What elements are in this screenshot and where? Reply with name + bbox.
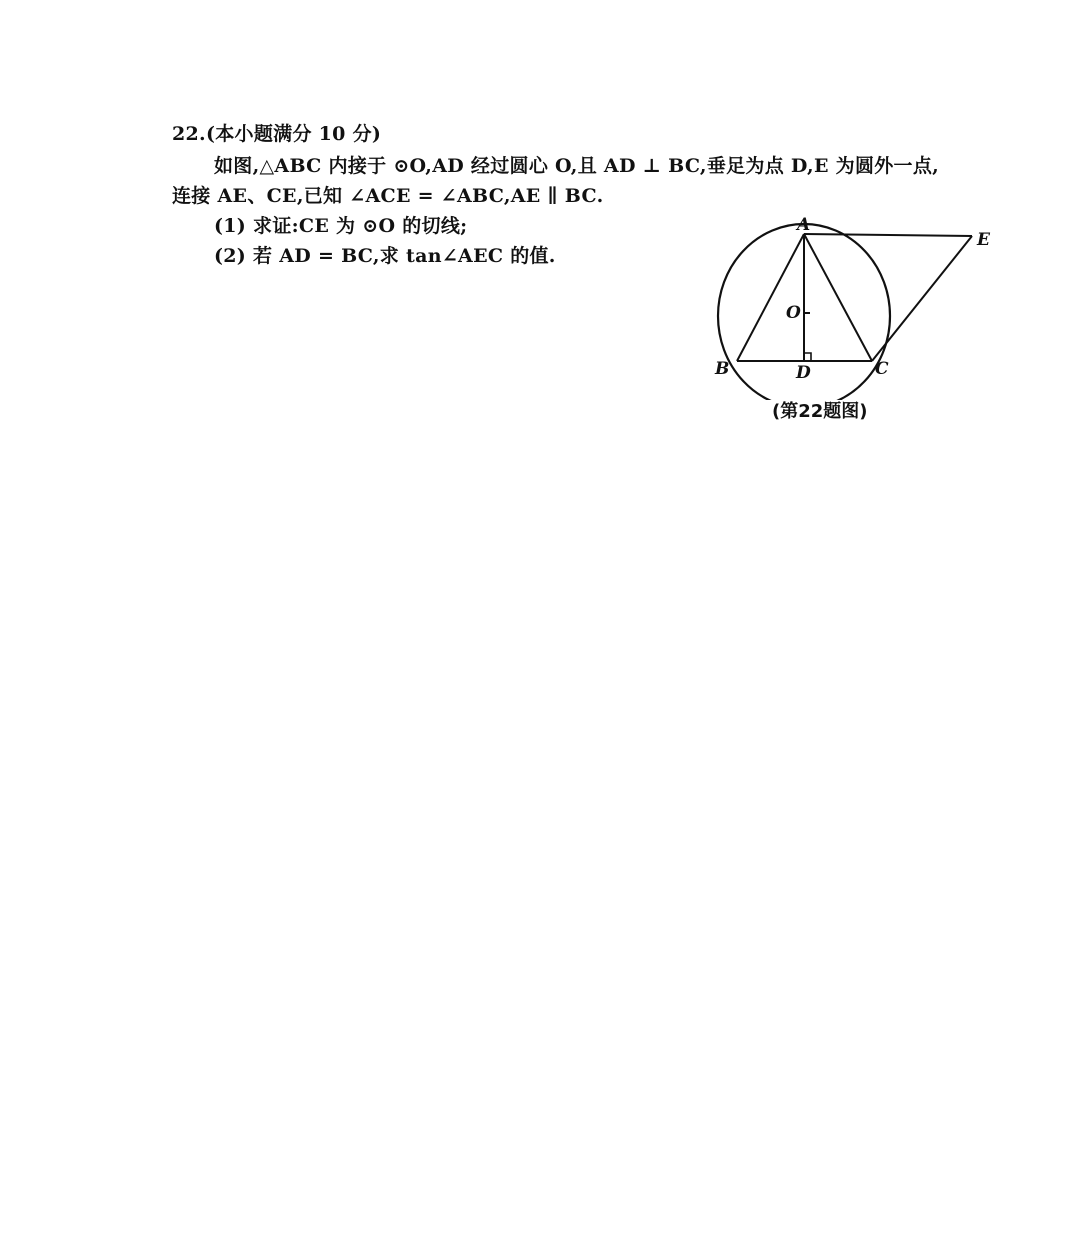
- problem-body-line-2: 连接 AE、CE,已知 ∠ACE = ∠ABC,AE ∥ BC.: [172, 185, 604, 207]
- segment-ab: [737, 234, 804, 361]
- segment-ce: [872, 236, 972, 361]
- question-1: (1) 求证:CE 为 ⊙O 的切线;: [214, 215, 468, 237]
- label-a: A: [797, 215, 811, 235]
- geometry-figure: [700, 210, 1010, 400]
- segment-ac: [804, 234, 872, 361]
- label-c: C: [875, 359, 889, 379]
- problem-body-line-1: 如图,△ABC 内接于 ⊙O,AD 经过圆心 O,且 AD ⊥ BC,垂足为点 D,E 为圆外一点,: [214, 155, 940, 177]
- label-d: D: [796, 363, 811, 383]
- label-b: B: [715, 359, 730, 379]
- figure-caption: (第22题图): [772, 401, 868, 422]
- right-angle-mark: [804, 353, 811, 361]
- label-o: O: [786, 303, 801, 323]
- question-2: (2) 若 AD = BC,求 tan∠AEC 的值.: [214, 245, 556, 267]
- label-e: E: [977, 230, 990, 250]
- segment-ae: [804, 234, 972, 236]
- problem-title: 22.(本小题满分 10 分): [172, 123, 382, 145]
